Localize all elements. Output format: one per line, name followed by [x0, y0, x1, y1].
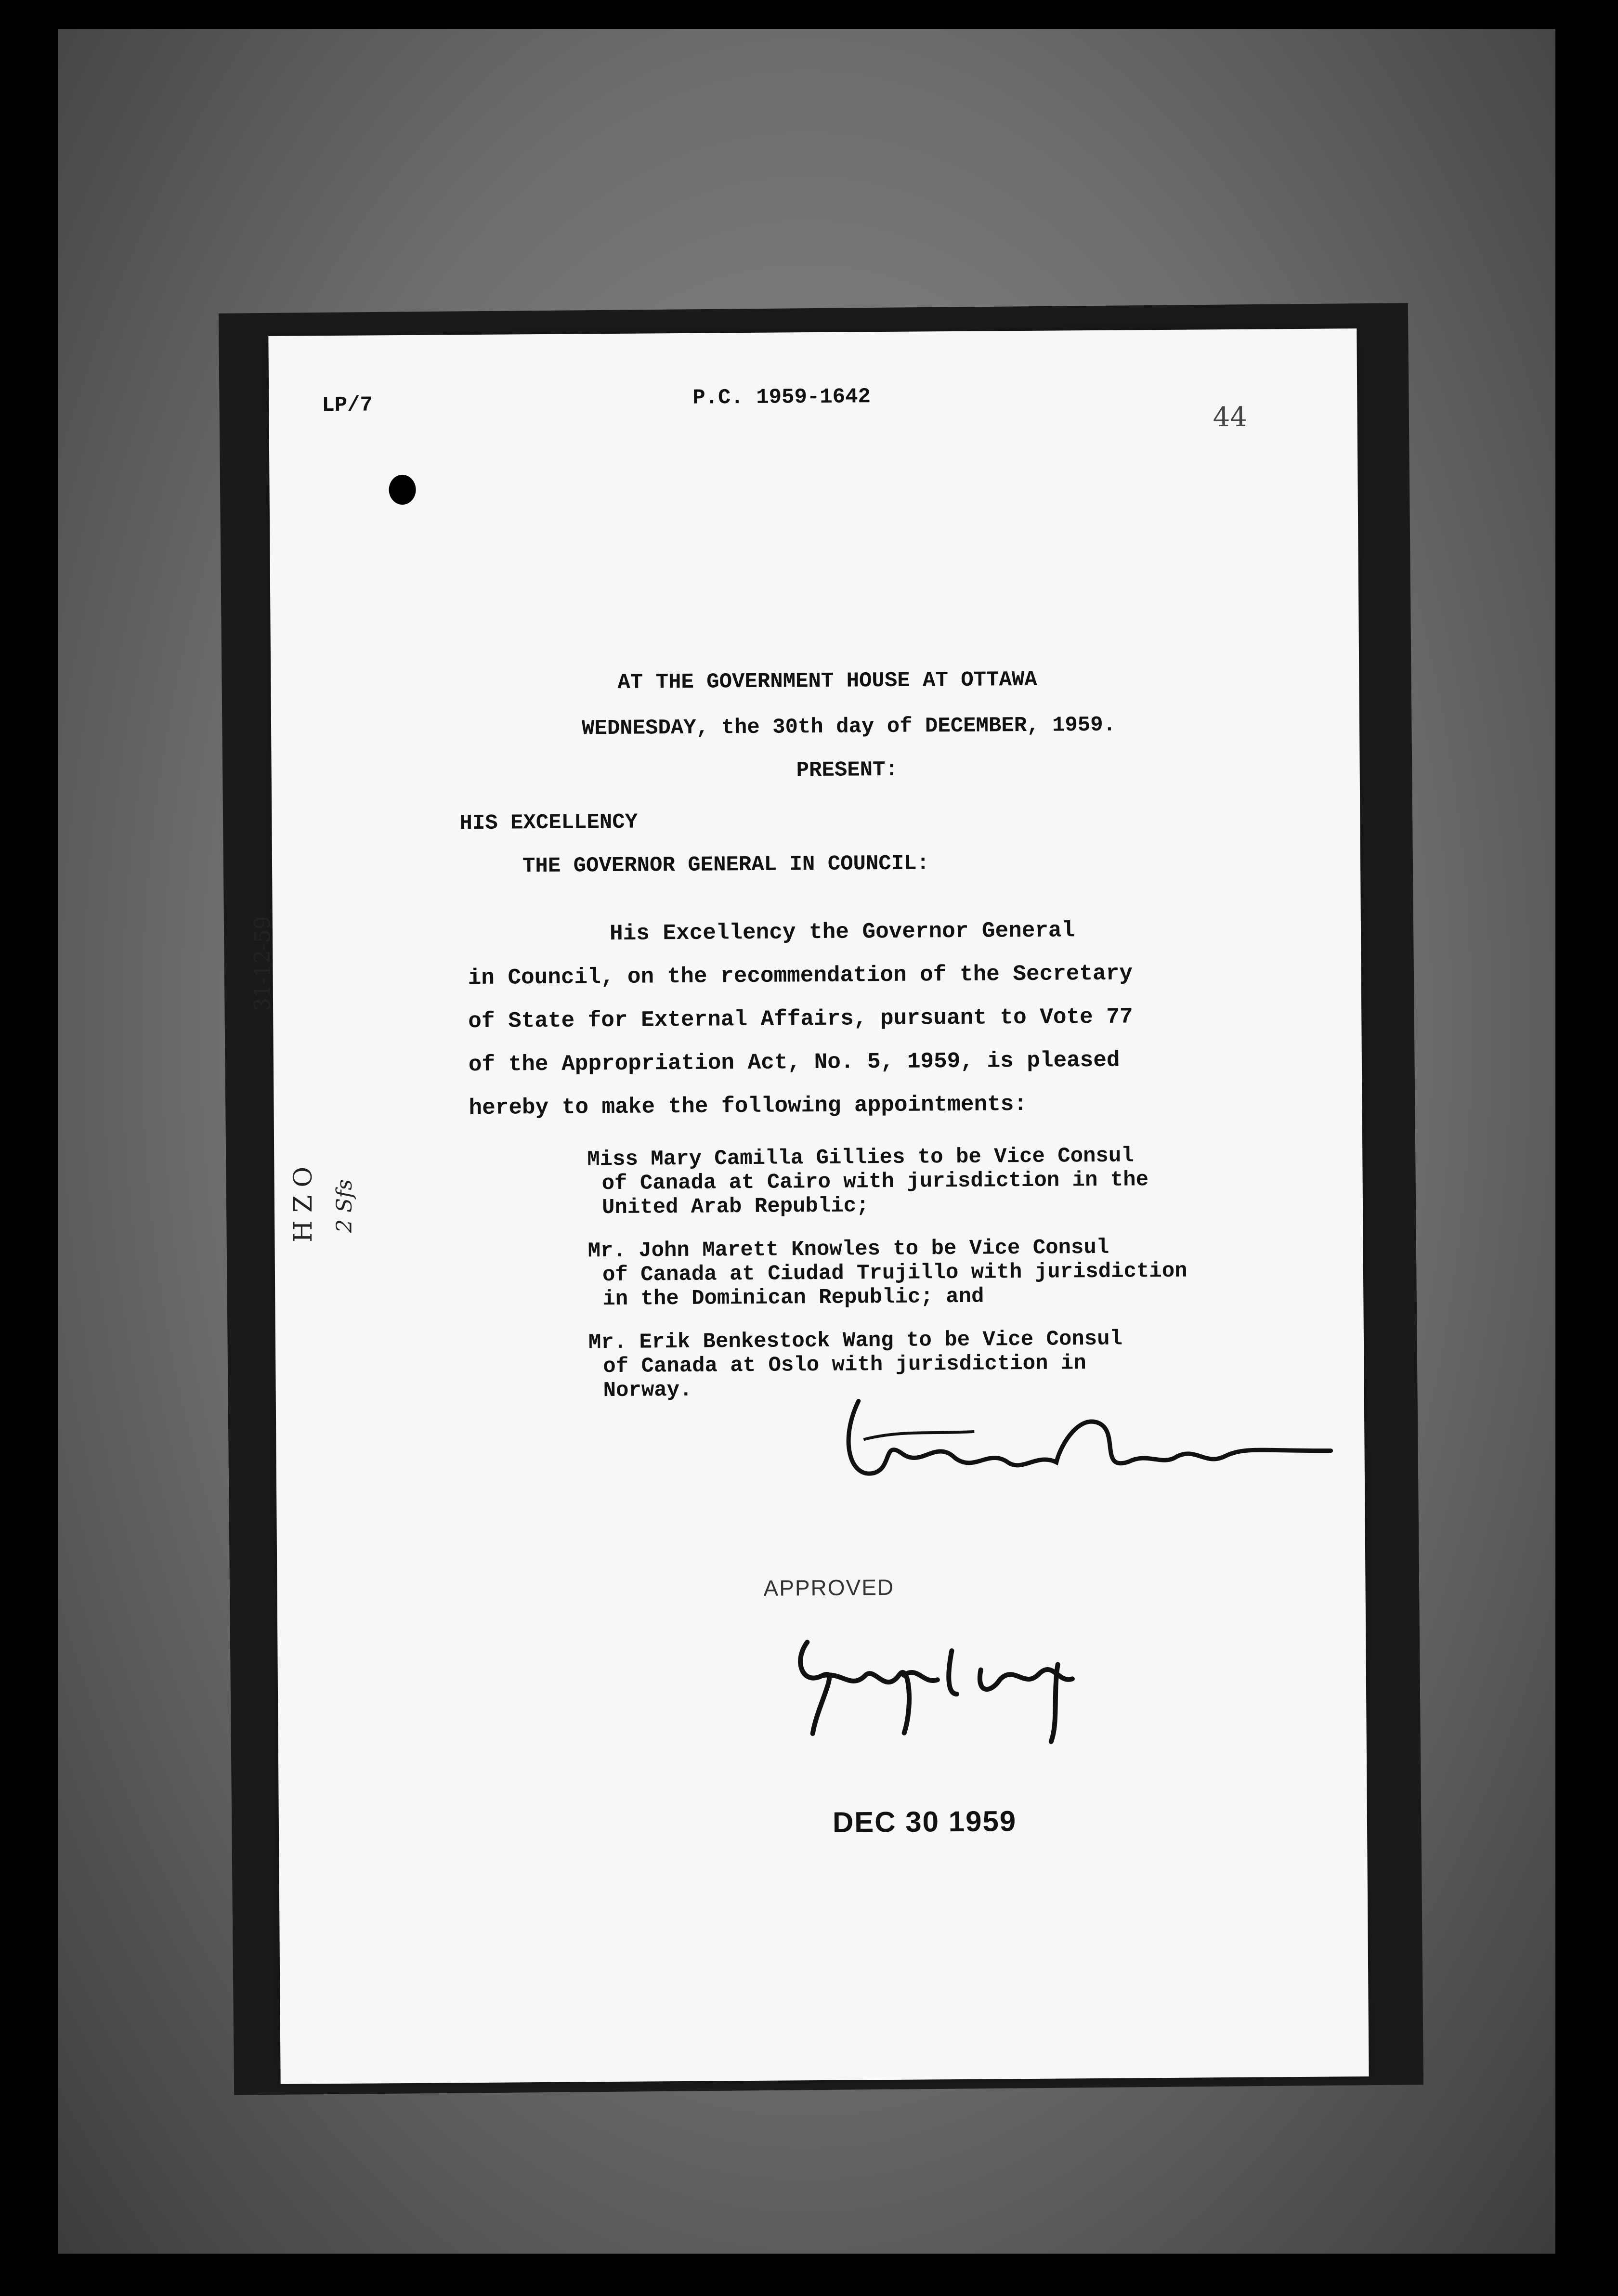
body-line: of State for External Affairs, pursuant to Vote 77	[468, 1004, 1133, 1034]
appointment-line: Mr. John Marett Knowles to be Vice Consul	[587, 1235, 1109, 1264]
margin-note-date: 31-12-59	[250, 916, 275, 1011]
appointment-line: of Canada at Oslo with jurisdiction in	[603, 1351, 1086, 1379]
appointment-line: of Canada at Cairo with jurisdiction in the	[601, 1168, 1149, 1196]
appointment-line: Norway.	[603, 1378, 692, 1403]
governor-general-signature	[788, 1621, 1087, 1748]
appointment-line: of Canada at Ciudad Trujillo with jurisdiction	[602, 1259, 1187, 1288]
page-number: 44	[1213, 401, 1248, 433]
document-page	[268, 328, 1369, 2084]
body-line: in Council, on the recommendation of the Secretary	[468, 961, 1133, 991]
appointment-line: United Arab Republic;	[601, 1194, 869, 1220]
margin-note-code: H Z O	[289, 1166, 318, 1242]
address-his-excellency: HIS EXCELLENCY	[459, 810, 638, 836]
clerk-signature	[830, 1379, 1336, 1493]
punch-hole	[389, 475, 416, 505]
margin-note-copies: 2 Sfs	[332, 1179, 357, 1233]
body-line: His Excellency the Governor General	[609, 918, 1075, 947]
body-line: hereby to make the following appointments:	[469, 1091, 1028, 1121]
heading-date: WEDNESDAY, the 30th day of DECEMBER, 1959.	[581, 713, 1116, 741]
file-code: LP/7	[322, 393, 373, 418]
body-line: of the Appropriation Act, No. 5, 1959, is pleased	[468, 1047, 1120, 1078]
heading-present: PRESENT:	[796, 757, 899, 783]
appointment-line: Miss Mary Camilla Gillies to be Vice Consul	[587, 1144, 1134, 1172]
approved-stamp: APPROVED	[763, 1574, 895, 1601]
order-number: P.C. 1959-1642	[692, 385, 871, 410]
date-stamp: DEC 30 1959	[832, 1805, 1017, 1839]
heading-location: AT THE GOVERNMENT HOUSE AT OTTAWA	[617, 667, 1037, 695]
address-governor-general: THE GOVERNOR GENERAL IN COUNCIL:	[522, 851, 930, 879]
appointment-line: Mr. Erik Benkestock Wang to be Vice Consul	[588, 1327, 1123, 1355]
appointment-line: in the Dominican Republic; and	[602, 1284, 984, 1312]
